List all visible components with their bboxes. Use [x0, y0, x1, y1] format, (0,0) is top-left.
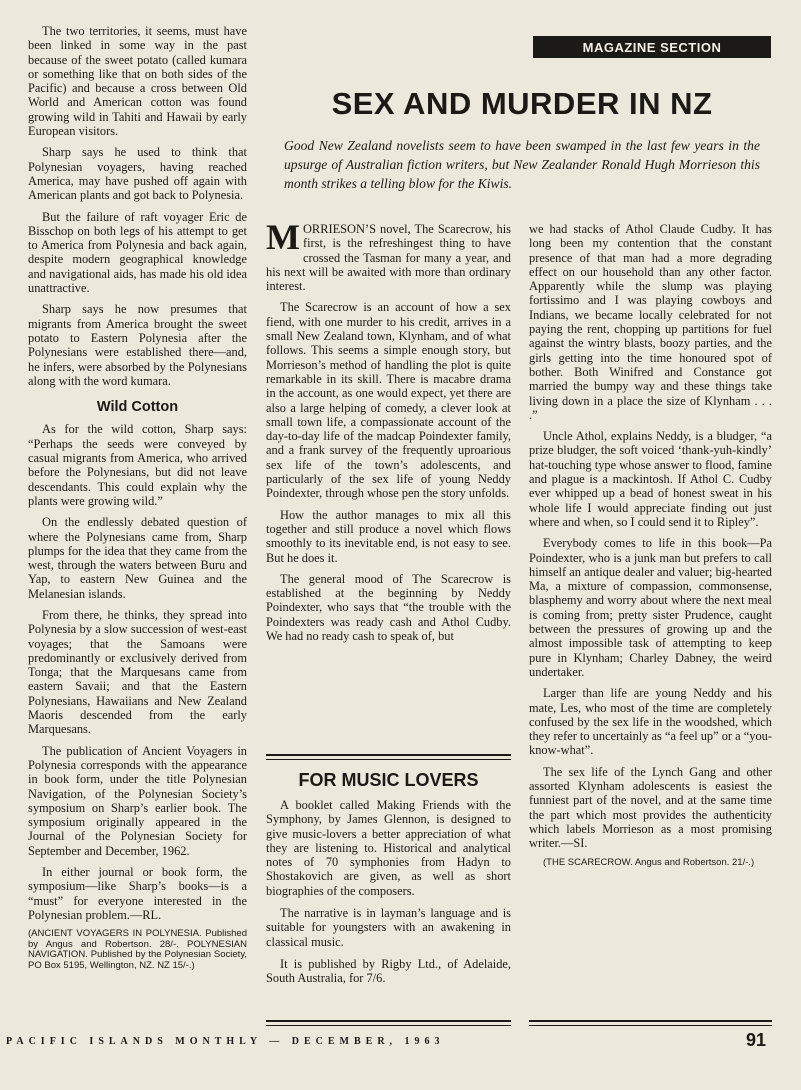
- lead-paragraph: [266, 217, 511, 294]
- paragraph: It is published by Rigby Ltd., of Adelaide, South Australia, for 7/6.: [266, 956, 511, 986]
- left-column: [28, 24, 247, 978]
- section-divider: [529, 1020, 772, 1026]
- lead-text: ORRIESON’S novel, The Scarecrow, his first, is the refreshingest thing to have crossed the Tasman for many a year, and his next will be awaited with more than ordinary interest.: [266, 222, 511, 294]
- paragraph: The Scarecrow is an account of how a sex fiend, with one murder to his credit, arrives in a small New Zealand town, Klynham, and of what follows. This seems a simple enough story, but Morrieson’s method of handling the plot is quite remarkable in its skill. There is macabre drama in the account, as one would expect, yet there are also a large helping of comedy, a clever look at small town life, a compassionate account of the day-to-day life of the madcap Poindexter family, and a frank survey of the frequently uproarious sex life of the town’s adolescents, and particularly of the sex life of young Neddy Poindexter, through whose pen the story unfolds.: [266, 300, 511, 501]
- intro-standfirst: Good New Zealand novelists seem to have been swamped in the last few years in the upsurge of Australian fiction writers, but New Zealander Ronald Hugh Morrieson this month strikes a telling blow for the Kiwis.: [284, 138, 760, 191]
- music-article: [266, 798, 511, 994]
- paragraph: we had stacks of Athol Claude Cudby. It has long been my contention that the constant presence of that man had a more degrading effect on our household than any other factor. Apparently while the slump was playing fortissimo and I was playing cowboys and Indians, we became locally celebrated for not paying the rent, chopping up partitions for fuel against the wintry blasts, boozy parties, and the girls getting into the time honoured spot of bother. Both Winifred and Constance got married the bumpy way and these things take living down in a place the size of Klynham . . . .”: [529, 222, 772, 422]
- book-note: (THE SCARECROW. Angus and Robertson. 21/-.): [543, 857, 755, 869]
- paragraph: A booklet called Making Friends with the Symphony, by James Glennon, is designed to give music-lovers a better appreciation of what they are listening to. Historical and analytical notes of 70 symphonies from Hadyn to Shostakovich are given, as well as short biographies of the composers.: [266, 798, 511, 898]
- paragraph: The two territories, it seems, must have been linked in some way in the past because of the sweet potato (called kumara or something like that on both sides of the Pacific) and because a cross between Old World and American cotton was found growing wild in Tahiti and Hawaii by early European visitors.: [28, 24, 247, 139]
- paragraph: The publication of Ancient Voyagers in Polynesia corresponds with the appearance in book form, under the title Polynesian Navigation, of the Polynesian Society’s symposium on Sharp’s earlier book. The symposium originally appeared in the Journal of the Polynesian Society for September and December, 1962.: [28, 743, 247, 858]
- paragraph: Everybody comes to life in this book—Pa Poindexter, who is a junk man but prefers to call himself an antique dealer and valuer; big-hearted Ma, a mixture of compassion, commonsense, blasphemy and worry about where the next meal is coming from; pretty sister Prudence, caught between the pressures of growing up and the almost impossible task of attempting to keep pure in Klynham; Charley Dabney, the weird undertaker.: [529, 536, 772, 679]
- section-divider: [266, 1020, 511, 1026]
- book-note: (ANCIENT VOYAGERS IN POLYNESIA. Published by Angus and Robertson. 28/-. POLYNESIAN NAVIGATION. Published by the Polynesian Society, PO Box 5195, Wellington, NZ. NZ 15/-.): [28, 928, 247, 971]
- paragraph: The narrative is in layman’s language and is suitable for youngsters with an awakening in classical music.: [266, 906, 511, 949]
- paragraph: The sex life of the Lynch Gang and other assorted Klynham adolescents is easiest the funniest part of the novel, and at the same time the part which most provides the authenticity which labels Morrieson as a most promising writer.—SI.: [529, 764, 772, 851]
- paragraph: Larger than life are young Neddy and his mate, Les, who most of the time are completely confused by the sex life in the woodshed, which they refer to uncertainly as “a feel up” or a “you-know-what”.: [529, 686, 772, 758]
- paragraph: On the endlessly debated question of where the Polynesians came from, Sharp plumps for the idea that they came from the west, through the waters between Buru and Yap, to eastern New Guinea and the Melanesian islands.: [28, 515, 247, 601]
- headline: SEX AND MURDER IN NZ: [331, 86, 713, 121]
- paragraph: In either journal or book form, the symposium—like Sharp’s books—is a “must” for everyone interested in the Polynesian problem.—RL.: [28, 865, 247, 922]
- footer-masthead: PACIFIC ISLANDS MONTHLY — DECEMBER, 1963: [6, 1036, 445, 1047]
- subheading-wild-cotton: Wild Cotton: [96, 399, 179, 416]
- paragraph: But the failure of raft voyager Eric de Bisschop on both legs of his attempt to get to America from Polynesia and back again, despite modern geographical knowledge and navigational aids, has made his old idea unattractive.: [28, 209, 247, 296]
- paragraph: Sharp says he used to think that Polynesian voyagers, having reached America, may have pushed off again with American plants and got back to Polynesia.: [28, 145, 247, 203]
- music-heading: FOR MUSIC LOVERS: [298, 770, 479, 790]
- paragraph: Sharp says he now presumes that migrants from America brought the sweet potato to Eastern Polynesia after the Polynesians were established there—and, he infers, were absorbed by the Polynesians along with the word kumara.: [28, 302, 247, 388]
- paragraph: Uncle Athol, explains Neddy, is a bludger, “a prize bludger, the soft voiced ‘thank-yuh-kindly’ hat-touching type whose answer to flood, famine and plague is a mackintosh. If Athol C. Cudby ever whipped up a bead of honest sweat in his whole life I would appreciate finding out just where and when, so I could send it to Ripley”.: [529, 429, 772, 529]
- paragraph: How the author manages to mix all this together and still produce a novel which flows smoothly to its inevitable end, is not easy to see. But he does it.: [266, 507, 511, 565]
- right-column: [529, 222, 772, 875]
- magazine-section-banner: MAGAZINE SECTION: [533, 36, 771, 58]
- page-number: 91: [746, 1030, 767, 1050]
- drop-cap: M: [266, 217, 300, 257]
- paragraph: As for the wild cotton, Sharp says: “Perhaps the seeds were conveyed by casual migrants from America, who arrived before the Polynesians, but did not leave descendants. This could explain why the plants were growing wild.”: [28, 422, 247, 508]
- middle-column: [266, 217, 511, 650]
- paragraph: The general mood of The Scarecrow is established at the beginning by Neddy Poindexter, who says that “the trouble with the Poindexters was ready cash and Athol Cudby. We had no ready cash to speak of, but: [266, 571, 511, 644]
- section-divider: [266, 754, 511, 760]
- paragraph: From there, he thinks, they spread into Polynesia by a slow succession of west-east voyages; that the Samoans were predominantly or exclusively derived from Tonga; that the Marquesans came from eastern Savaii; and that the Eastern Polynesians, Hawaiians and New Zealand Maoris descended from the early Marquesans.: [28, 607, 247, 737]
